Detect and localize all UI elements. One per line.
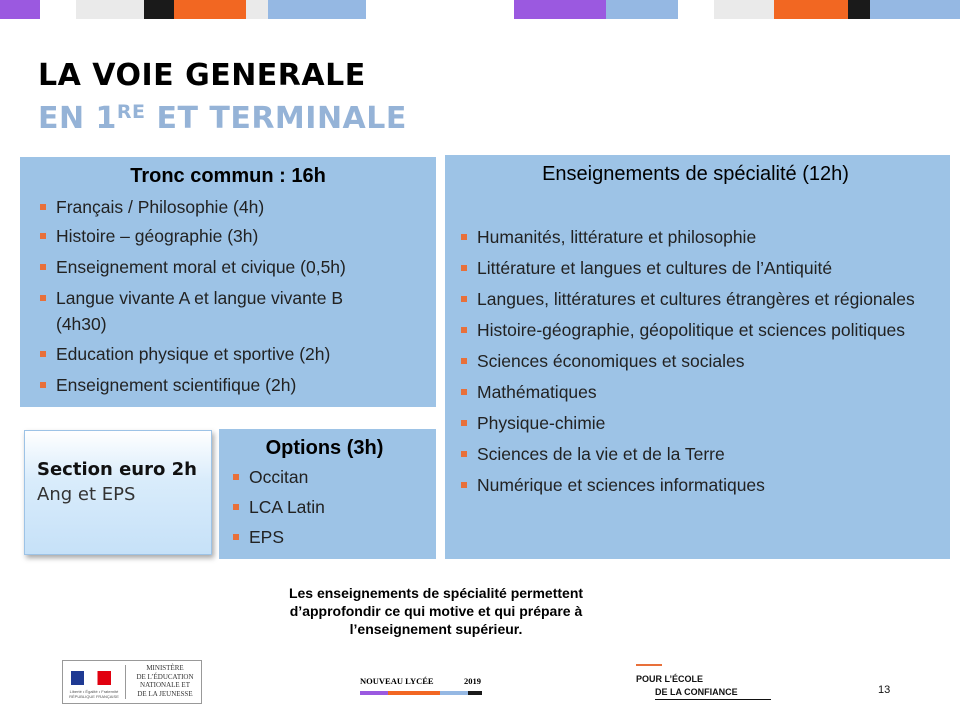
slide-title	[38, 58, 407, 137]
list-item-text: Humanités, littérature et philosophie	[477, 227, 757, 247]
list-item	[449, 286, 942, 312]
list-item-text: Numérique et sciences informatiques	[477, 475, 765, 495]
list-item-text: Français / Philosophie (4h)	[56, 197, 265, 217]
specialite-box	[445, 155, 950, 559]
bar-segment-orange	[774, 0, 848, 19]
tronc-commun-list	[28, 194, 428, 398]
republic-name: RÉPUBLIQUE FRANÇAISE	[69, 694, 119, 699]
list-item	[221, 464, 428, 490]
ministry-line: NATIONALE ET	[140, 681, 190, 689]
list-item-text: Histoire-géographie, géopolitique et sciences politiques	[477, 320, 906, 340]
bar-segment-blue	[606, 0, 678, 19]
list-item-text: Enseignement scientifique (2h)	[56, 375, 297, 395]
bullet-icon	[461, 358, 467, 364]
list-item	[449, 472, 942, 498]
footnote-text	[250, 584, 622, 638]
bar-segment-orange	[174, 0, 246, 19]
bar-segment-blue	[870, 0, 960, 19]
tronc-commun-box	[20, 157, 436, 407]
tronc-commun-title: Tronc commun : 16h	[130, 165, 326, 187]
title-line-1: LA VOIE GENERALE	[38, 58, 366, 93]
bullet-icon	[461, 327, 467, 333]
specialite-list	[449, 224, 942, 498]
page-number: 13	[878, 684, 891, 696]
list-item-text: Sciences de la vie et de la Terre	[477, 444, 725, 464]
bullet-icon	[461, 389, 467, 395]
title-line-2	[38, 94, 407, 137]
nouveau-lycee-year: 2019	[464, 676, 481, 686]
list-item	[28, 341, 428, 367]
bullet-icon	[461, 265, 467, 271]
list-item-text: Mathématiques	[477, 382, 597, 402]
list-item	[449, 255, 942, 281]
bar-segment-blue	[268, 0, 366, 19]
bar-segment-purple	[514, 0, 606, 19]
bullet-icon	[233, 504, 239, 510]
ministry-line: DE LA JEUNESSE	[137, 689, 193, 698]
bullet-icon	[40, 204, 46, 210]
list-item	[449, 224, 942, 250]
list-item	[449, 379, 942, 405]
footnote-line: d’approfondir ce qui motive et qui prépare à	[289, 603, 583, 619]
ministry-logo	[62, 660, 202, 704]
bullet-icon	[40, 351, 46, 357]
bar-segment-purple	[0, 0, 40, 19]
bullet-icon	[233, 474, 239, 480]
bullet-icon	[461, 420, 467, 426]
options-title: Options (3h)	[265, 437, 384, 459]
bar-segment-grey	[246, 0, 268, 19]
bullet-icon	[40, 382, 46, 388]
bullet-icon	[40, 295, 46, 301]
list-item-text: Occitan	[249, 467, 309, 487]
list-item-text: Physique-chimie	[477, 413, 606, 433]
list-item	[221, 524, 428, 550]
section-euro-subtitle: Ang et EPS	[37, 484, 136, 505]
ministry-line: MINISTÈRE	[146, 664, 184, 672]
list-item	[449, 348, 942, 374]
ministry-name	[129, 664, 201, 698]
list-item-text: Histoire – géographie (3h)	[56, 226, 259, 246]
bullet-icon	[40, 264, 46, 270]
bullet-icon	[461, 234, 467, 240]
republic-flag-icon	[71, 671, 111, 685]
list-item-text: LCA Latin	[249, 497, 325, 517]
bar-segment-black	[144, 0, 174, 19]
list-item-text: Littérature et langues et cultures de l’Antiquité	[477, 258, 833, 278]
bullet-icon	[40, 233, 46, 239]
specialite-title: Enseignements de spécialité (12h)	[542, 163, 849, 185]
ministry-line: DE L’ÉDUCATION	[136, 672, 194, 681]
logo-stripe-purple	[360, 691, 388, 695]
list-item	[28, 223, 428, 249]
republic-motto: Liberté • Égalité • Fraternité	[69, 689, 119, 694]
list-item	[28, 254, 428, 280]
nouveau-lycee-logo	[360, 676, 494, 686]
ecole-line-1: POUR L’ÉCOLE	[636, 674, 704, 684]
list-item	[28, 372, 428, 398]
list-item-text: Education physique et sportive (2h)	[56, 344, 331, 364]
section-euro-title: Section euro 2h	[37, 459, 197, 480]
footnote-line: l’enseignement supérieur.	[349, 621, 523, 637]
bar-segment-grey	[76, 0, 144, 19]
list-item	[449, 410, 942, 436]
ecole-line-2: DE LA CONFIANCE	[655, 687, 738, 697]
list-item-text: Sciences économiques et sociales	[477, 351, 745, 371]
bar-segment-grey	[714, 0, 774, 19]
logo-accent-bar	[636, 664, 662, 666]
bar-segment-black	[848, 0, 870, 19]
list-item-text: Langues, littératures et cultures étrangères et régionales	[477, 289, 915, 309]
footnote-line: Les enseignements de spécialité permettent	[288, 585, 584, 601]
list-item	[221, 494, 428, 520]
bullet-icon	[461, 451, 467, 457]
republic-caption	[67, 689, 121, 699]
list-item	[28, 194, 428, 220]
nouveau-lycee-label: NOUVEAU LYCÉE	[360, 676, 434, 686]
list-item	[449, 441, 942, 467]
options-list	[221, 464, 428, 550]
list-item-text: Langue vivante A et langue vivante B (4h30)	[56, 288, 344, 334]
logo-stripe-black	[468, 691, 482, 695]
list-item	[28, 285, 428, 337]
logo-divider	[125, 665, 126, 699]
list-item-text: Enseignement moral et civique (0,5h)	[56, 257, 346, 277]
title-line-2-superscript: RE	[116, 101, 146, 123]
bullet-icon	[461, 482, 467, 488]
logo-stripe-blue	[440, 691, 468, 695]
bullet-icon	[461, 296, 467, 302]
section-euro-box	[24, 430, 212, 555]
logo-underline	[655, 699, 771, 700]
list-item-text: EPS	[249, 527, 285, 547]
bullet-icon	[233, 534, 239, 540]
options-box	[219, 429, 436, 559]
list-item	[449, 317, 942, 343]
title-line-2-prefix: EN 1	[38, 101, 117, 136]
title-line-2-suffix: ET TERMINALE	[145, 101, 407, 136]
logo-stripe-orange	[388, 691, 440, 695]
top-color-bar	[0, 0, 960, 19]
